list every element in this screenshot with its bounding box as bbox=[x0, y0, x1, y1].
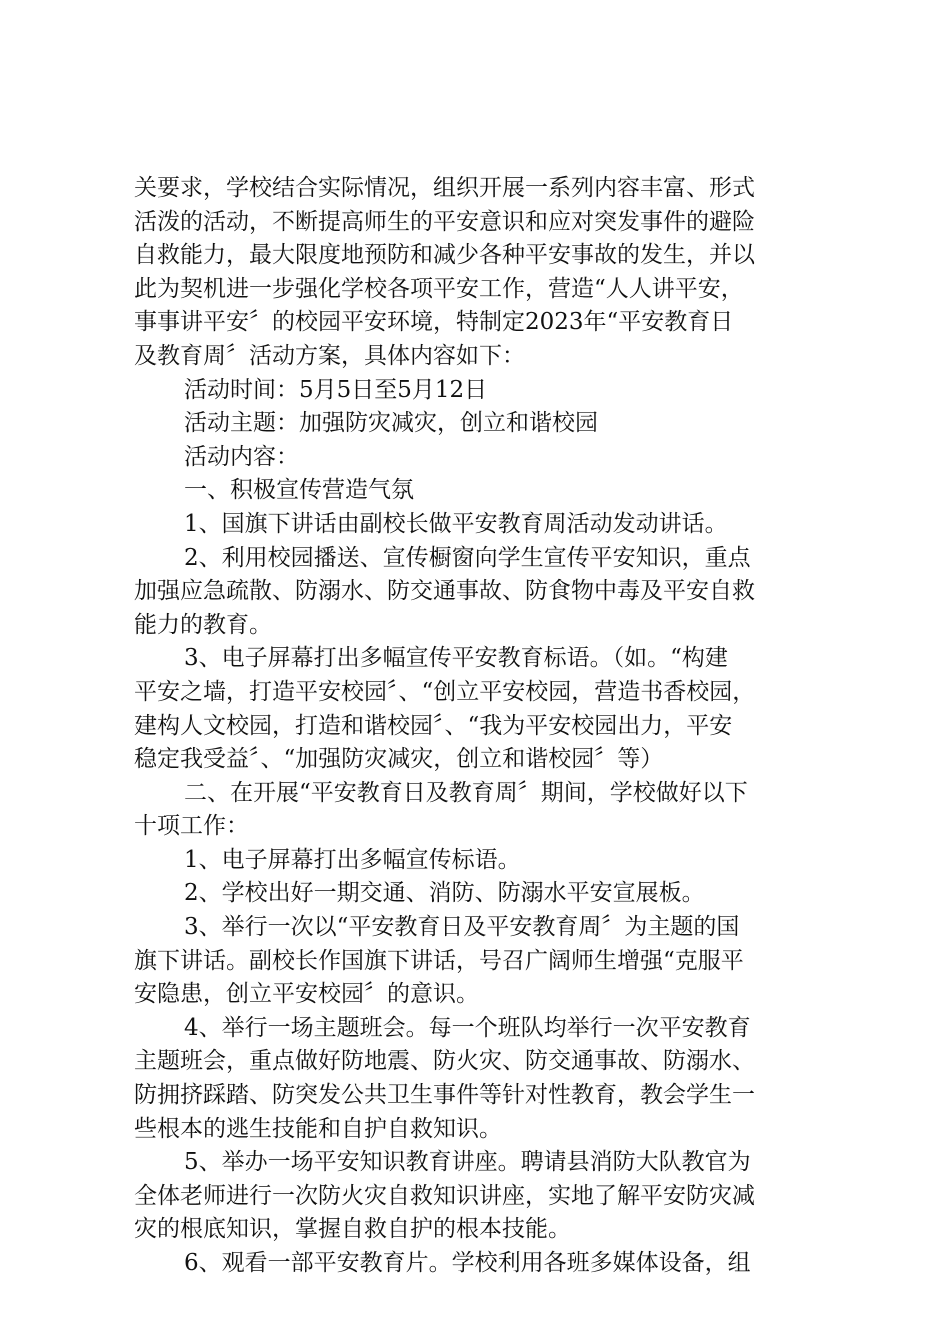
text-line: 关要求，学校结合实际情况，组织开展一系列内容丰富、形式 bbox=[134, 175, 755, 201]
text-line: 主题班会，重点做好防地震、防火灾、防交通事故、防溺水、 bbox=[134, 1048, 755, 1075]
text-line: 旗下讲话。副校长作国旗下讲话，号召广阔师生增强“克服平 bbox=[134, 947, 744, 974]
text-line: 3、举行一次以“平安教育日及平安教育周〞为主题的国 bbox=[184, 914, 740, 941]
text-line: 加强应急疏散、防溺水、防交通事故、防食物中毒及平安自救 bbox=[134, 578, 755, 605]
text-line: 建构人文校园，打造和谐校园〞、“我为平安校园出力，平安 bbox=[134, 712, 733, 739]
text-line: 3、电子屏幕打出多幅宣传平安教育标语。（如。“构建 bbox=[184, 645, 728, 672]
text-line: 平安之墙，打造平安校园〞、“创立平安校园，营造书香校园， bbox=[134, 678, 756, 705]
text-line: 事事讲平安〞的校园平安环境，特制定2023年“平安教育日 bbox=[134, 309, 734, 336]
text-line: 4、举行一场主题班会。每一个班队均举行一次平安教育 bbox=[184, 1014, 751, 1041]
text-line: 防拥挤踩踏、防突发公共卫生事件等针对性教育，教会学生一 bbox=[134, 1082, 755, 1109]
text-line: 此为契机进一步强化学校各项平安工作，营造“人人讲平安， bbox=[134, 275, 744, 302]
section-heading: 二、在开展“平安教育日及教育周〞期间，学校做好以下 bbox=[184, 779, 748, 806]
text-line: 灾的根底知识，掌握自救自护的根本技能。 bbox=[134, 1216, 571, 1243]
text-line: 安隐患，创立平安校园〞的意识。 bbox=[134, 981, 479, 1008]
section-heading: 一、积极宣传营造气氛 bbox=[184, 477, 414, 504]
document-body bbox=[134, 172, 824, 1281]
text-line: 稳定我受益〞、“加强防灾减灾，创立和谐校园〞等） bbox=[134, 746, 664, 773]
text-line: 1、国旗下讲话由副校长做平安教育周活动发动讲话。 bbox=[184, 510, 728, 537]
text-line: 2、利用校园播送、宣传橱窗向学生宣传平安知识，重点 bbox=[184, 544, 751, 571]
text-line: 自救能力，最大限度地预防和减少各种平安事故的发生，并以 bbox=[134, 242, 755, 269]
text-line: 1、电子屏幕打出多幅宣传标语。 bbox=[184, 846, 521, 873]
text-line: 2、学校出好一期交通、消防、防溺水平安宣展板。 bbox=[184, 880, 705, 907]
text-line: 活动时间：5月5日至5月12日 bbox=[184, 376, 488, 403]
text-line: 能力的教育。 bbox=[134, 611, 272, 638]
text-line: 活动主题：加强防灾减灾，创立和谐校园 bbox=[184, 410, 598, 437]
text-line: 及教育周〞活动方案，具体内容如下： bbox=[134, 342, 525, 369]
text-line: 活动内容： bbox=[184, 443, 299, 470]
text-line: 全体老师进行一次防火灾自救知识讲座，实地了解平安防灾减 bbox=[134, 1182, 755, 1209]
text-line: 十项工作： bbox=[134, 813, 249, 840]
text-line: 活泼的活动，不断提高师生的平安意识和应对突发事件的避险 bbox=[134, 208, 755, 235]
text-line: 些根本的逃生技能和自护自救知识。 bbox=[134, 1115, 502, 1142]
text-line: 6、观看一部平安教育片。学校利用各班多媒体设备，组 bbox=[184, 1250, 751, 1276]
text-line: 5、举办一场平安知识教育讲座。聘请县消防大队教官为 bbox=[184, 1149, 751, 1176]
